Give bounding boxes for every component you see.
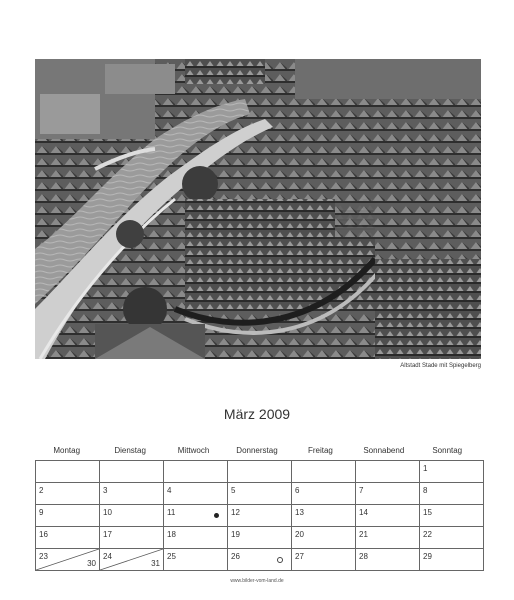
footer-url: www.bilder-vom-land.de — [230, 578, 284, 584]
calendar-week — [36, 549, 484, 571]
day-number: 1 — [423, 464, 428, 473]
day-cell — [292, 527, 356, 549]
day-number: 17 — [103, 530, 112, 539]
day-number: 22 — [423, 530, 432, 539]
day-number: 24 — [103, 552, 112, 561]
split-day-cell — [100, 549, 164, 571]
calendar-week — [36, 505, 484, 527]
day-number: 8 — [423, 486, 428, 495]
day-cell — [292, 549, 356, 571]
day-cell — [356, 505, 420, 527]
day-number: 7 — [359, 486, 364, 495]
day-cell — [36, 527, 100, 549]
weekday-label: Montag — [53, 446, 81, 455]
day-cell — [420, 505, 484, 527]
day-cell — [356, 549, 420, 571]
weekday-header — [35, 446, 479, 455]
weekday-label: Freitag — [307, 446, 333, 455]
day-cell — [36, 505, 100, 527]
day-cell — [100, 527, 164, 549]
day-cell — [36, 483, 100, 505]
day-number: 14 — [359, 508, 368, 517]
day-cell — [164, 461, 228, 483]
day-number: 6 — [295, 486, 300, 495]
month-title: März 2009 — [223, 406, 291, 422]
day-cell — [420, 549, 484, 571]
calendar-week — [36, 527, 484, 549]
day-cell — [292, 505, 356, 527]
day-cell — [228, 527, 292, 549]
day-number: 9 — [39, 508, 44, 517]
day-cell — [164, 549, 228, 571]
day-number: 16 — [39, 530, 48, 539]
day-cell — [356, 527, 420, 549]
day-cell — [164, 483, 228, 505]
day-cell — [420, 527, 484, 549]
day-cell — [228, 483, 292, 505]
weekday-label: Sonntag — [432, 446, 463, 455]
split-day-cell — [36, 549, 100, 571]
day-number: 30 — [87, 559, 96, 568]
calendar-week — [36, 461, 484, 483]
day-number: 18 — [167, 530, 176, 539]
day-number: 19 — [231, 530, 240, 539]
day-cell — [228, 461, 292, 483]
day-cell — [356, 483, 420, 505]
day-number: 12 — [231, 508, 240, 517]
day-number: 20 — [295, 530, 304, 539]
day-number: 25 — [167, 552, 176, 561]
day-number: 28 — [359, 552, 368, 561]
day-cell — [36, 461, 100, 483]
calendar-week — [36, 483, 484, 505]
day-cell — [356, 461, 420, 483]
day-number: 26 — [231, 552, 240, 561]
day-number: 10 — [103, 508, 112, 517]
day-number: 3 — [103, 486, 108, 495]
day-cell — [100, 483, 164, 505]
aerial-photo — [35, 59, 481, 359]
day-cell — [420, 461, 484, 483]
day-cell — [164, 505, 228, 527]
day-number: 5 — [231, 486, 236, 495]
day-cell — [420, 483, 484, 505]
day-number: 31 — [151, 559, 160, 568]
weekday-label: Mittwoch — [177, 446, 210, 455]
full-moon-icon — [214, 513, 219, 518]
photo-caption: Altstadt Stade mit Spiegelberg — [400, 363, 481, 369]
day-number: 11 — [167, 508, 176, 517]
day-number: 15 — [423, 508, 432, 517]
weekday-label: Dienstag — [114, 446, 146, 455]
day-number: 29 — [423, 552, 432, 561]
new-moon-icon — [277, 557, 283, 563]
calendar-grid — [35, 460, 484, 571]
day-number: 21 — [359, 530, 368, 539]
weekday-label: Donnerstag — [236, 446, 278, 455]
day-cell — [292, 483, 356, 505]
day-number: 2 — [39, 486, 44, 495]
day-cell — [100, 505, 164, 527]
day-cell — [228, 549, 292, 571]
day-cell — [228, 505, 292, 527]
day-number: 23 — [39, 552, 48, 561]
day-cell — [292, 461, 356, 483]
day-number: 4 — [167, 486, 172, 495]
day-number: 27 — [295, 552, 304, 561]
day-cell — [100, 461, 164, 483]
weekday-label: Sonnabend — [363, 446, 405, 455]
day-number: 13 — [295, 508, 304, 517]
day-cell — [164, 527, 228, 549]
